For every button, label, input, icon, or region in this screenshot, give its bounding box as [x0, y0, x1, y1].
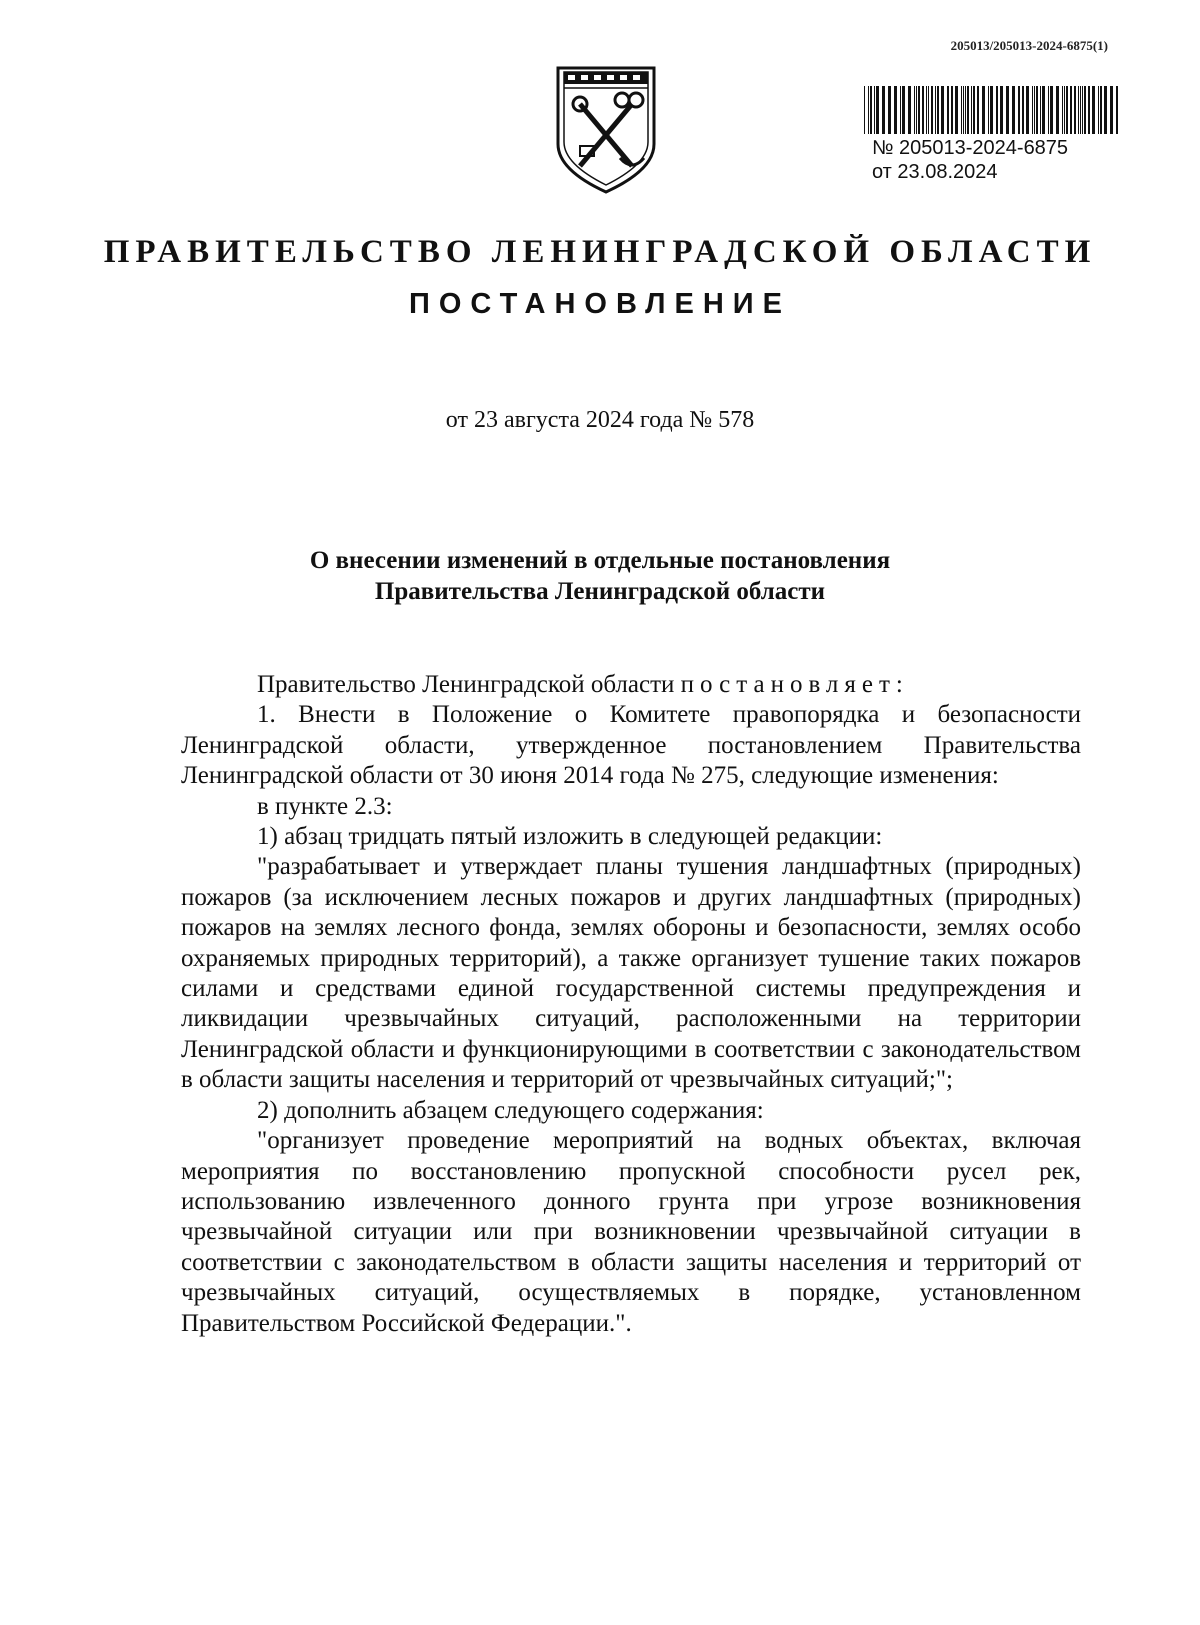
- document-subject: [0, 545, 1200, 607]
- quote-1-paragraph: "разрабатывает и утверждает планы тушения ландшафтных (природных) пожаров (за исключением лесных пожаров и других ландшафтных (природных) пожаров на землях лесного фонда, землях обороны и безопасности, землях особо охраняемых природных территорий), а также организует тушение таких пожаров силами и средствами единой государственной системы предупреждения и ликвидации чрезвычайных ситуаций, расположенными на территории Ленинградской области и функционирующими в соответствии с законодательством в области защиты населения и территорий от чрезвычайных ситуаций;";: [181, 853, 1081, 1094]
- subitem-2-paragraph: 2) дополнить абзацем следующего содержания:: [257, 1096, 764, 1124]
- document-body: [181, 670, 1081, 1339]
- registration-info: [872, 136, 1068, 184]
- registration-date: от 23.08.2024: [872, 161, 998, 183]
- subitem-1-paragraph: 1) абзац тридцать пятый изложить в следующей редакции:: [257, 823, 883, 851]
- document-type: ПОСТАНОВЛЕНИЕ: [409, 288, 791, 320]
- coat-of-arms-icon: [550, 58, 662, 196]
- subject-line-2: Правительства Ленинградской области: [374, 578, 826, 605]
- registration-number: № 205013-2024-6875: [872, 137, 1069, 159]
- intro-paragraph: [181, 670, 1081, 700]
- intro-verb: постановляет:: [680, 671, 909, 698]
- barcode-icon: [862, 86, 1122, 134]
- government-title: ПРАВИТЕЛЬСТВО ЛЕНИНГРАДСКОЙ ОБЛАСТИ: [103, 234, 1097, 270]
- intro-prefix: Правительство Ленинградской области: [257, 671, 681, 698]
- clause-paragraph: в пункте 2.3:: [257, 792, 393, 820]
- document-id: 205013/205013-2024-6875(1): [950, 38, 1108, 53]
- quote-2-paragraph: "организует проведение мероприятий на водных объектах, включая мероприятия по восстановлению пропускной способности русел рек, использованию извлеченного донного грунта при угрозе возникновения чрезвычайной ситуации или при возникновении чрезвычайной ситуации в соответствии с законодательством в области защиты населения и территорий от чрезвычайных ситуаций, осуществляемых в порядке, установленном Правительством Российской Федерации.".: [181, 1127, 1081, 1337]
- item-1-paragraph: 1. Внести в Положение о Комитете правопорядка и безопасности Ленинградской области, утвержденное постановлением Правительства Ленинградской области от 30 июня 2014 года № 275, следующие изменения:: [181, 701, 1081, 790]
- subject-line-1: О внесении изменений в отдельные постановления: [309, 547, 891, 574]
- date-number-line: от 23 августа 2024 года № 578: [445, 407, 755, 433]
